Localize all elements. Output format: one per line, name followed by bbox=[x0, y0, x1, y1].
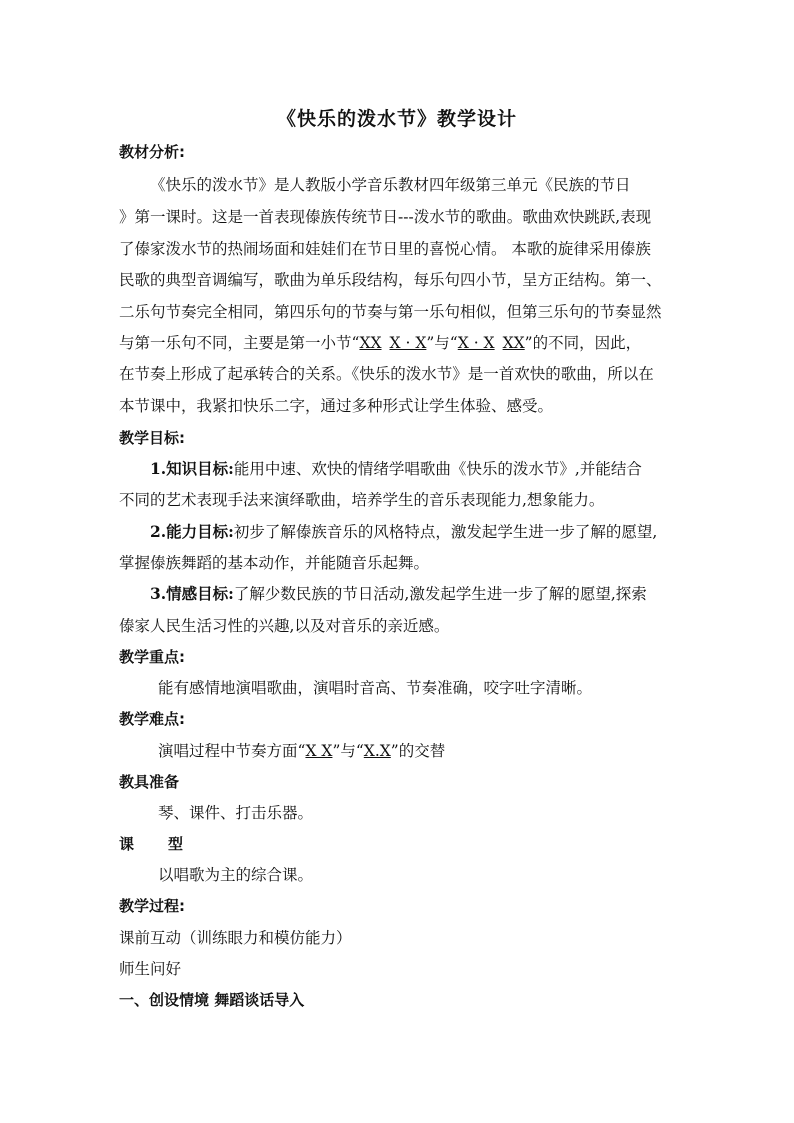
difficulties-heading: 教学难点: bbox=[119, 710, 185, 728]
analysis-line-7: 本节课中，我紧扣快乐二字，通过多种形式让学生体验、感受。 bbox=[119, 397, 554, 415]
difficulties-post: ”的交替 bbox=[390, 742, 446, 760]
goal-ability-text: 初步了解傣族音乐的风格特点，激发起学生进一步了解的愿望, bbox=[233, 523, 658, 541]
analysis-rhythm-line bbox=[119, 333, 679, 353]
analysis-line-5: 二乐句节奏完全相同，第四乐句的节奏与第一乐句相似，但第三乐句的节奏显然 bbox=[119, 303, 662, 321]
goal-emotion-label: 3.情感目标: bbox=[150, 584, 234, 603]
difficulties-mid: ”与“ bbox=[332, 742, 364, 760]
rhythm-pattern-1: XX bbox=[359, 334, 382, 352]
lesson-type-text: 以唱歌为主的综合课。 bbox=[158, 866, 314, 884]
goal-emotion-cont: 傣家人民生活习性的兴趣,以及对音乐的亲近感。 bbox=[119, 617, 450, 635]
goals-heading: 教学目标: bbox=[119, 429, 185, 447]
process-line-1: 课前互动（训练眼力和模仿能力） bbox=[119, 929, 352, 947]
goal-knowledge-text: 能用中速、欢快的情绪学唱歌曲《快乐的泼水节》,并能结合 bbox=[233, 460, 642, 478]
analysis-line-1: 《快乐的泼水节》是人教版小学音乐教材四年级第三单元《民族的节日 bbox=[150, 176, 631, 194]
analysis-line-4: 民歌的典型音调编写，歌曲为单乐段结构，每乐句四小节，呈方正结构。第一、 bbox=[119, 271, 662, 289]
process-section-1: 一、创设情境 舞蹈谈话导入 bbox=[119, 991, 305, 1009]
goal-knowledge-label: 1.知识目标: bbox=[150, 459, 234, 478]
rhythm-pattern-2: X · X bbox=[389, 334, 427, 352]
rhythm-pattern-4: XX bbox=[502, 334, 525, 352]
rhythm-pattern-3: X · X bbox=[457, 334, 495, 352]
rhythm-post-text: ”的不同，因此， bbox=[524, 334, 642, 352]
process-line-2: 师生问好 bbox=[119, 960, 182, 978]
goal-emotion bbox=[150, 584, 710, 604]
lesson-type-heading bbox=[119, 834, 679, 854]
tools-text: 琴、课件、打击乐器。 bbox=[158, 804, 314, 822]
goal-ability-label: 2.能力目标: bbox=[150, 522, 234, 541]
difficulties-rhythm-1: X X bbox=[305, 742, 333, 760]
rhythm-mid-text: ”与“ bbox=[426, 334, 458, 352]
process-heading: 教学过程: bbox=[119, 897, 185, 915]
lesson-type-heading-a: 课 bbox=[119, 835, 135, 853]
difficulties-rhythm-2: X.X bbox=[363, 742, 391, 760]
goal-knowledge-cont: 不同的艺术表现手法来演绎歌曲，培养学生的音乐表现能力,想象能力。 bbox=[119, 491, 605, 509]
goal-ability-cont: 掌握傣族舞蹈的基本动作，并能随音乐起舞。 bbox=[119, 554, 430, 572]
lesson-type-heading-b: 型 bbox=[168, 835, 184, 853]
goal-ability bbox=[150, 522, 710, 542]
goal-knowledge bbox=[150, 459, 710, 479]
rhythm-pre-text: 与第一乐句不同，主要是第一小节“ bbox=[119, 334, 360, 352]
tools-heading: 教具准备 bbox=[119, 773, 180, 791]
analysis-line-2: 》第一课时。这是一首表现傣族传统节日---泼水节的歌曲。歌曲欢快跳跃,表现 bbox=[119, 208, 652, 226]
analysis-line-6: 在节奏上形成了起承转合的关系。《快乐的泼水节》是一首欢快的歌曲，所以在 bbox=[119, 365, 654, 383]
analysis-heading: 教材分析: bbox=[119, 143, 185, 161]
analysis-line-3: 了傣家泼水节的热闹场面和娃娃们在节日里的喜悦心情。 本歌的旋律采用傣族 bbox=[119, 240, 651, 258]
difficulties-pre: 演唱过程中节奏方面“ bbox=[158, 742, 306, 760]
difficulties-text bbox=[158, 741, 718, 761]
document-title: 《快乐的泼水节》教学设计 bbox=[276, 108, 517, 130]
goal-emotion-text: 了解少数民族的节日活动,激发起学生进一步了解的愿望,探索 bbox=[233, 585, 647, 603]
key-points-heading: 教学重点: bbox=[119, 648, 185, 666]
key-points-text: 能有感情地演唱歌曲，演唱时音高、节奏准确，咬字吐字清晰。 bbox=[158, 679, 593, 697]
